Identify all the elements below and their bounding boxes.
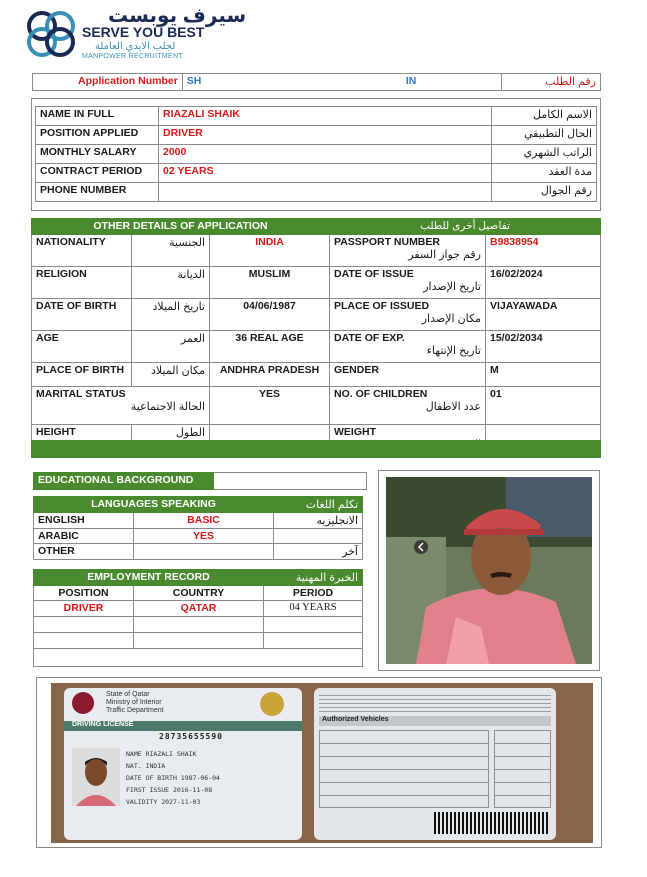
personal-label: NAME IN FULL bbox=[36, 107, 159, 126]
license-validity-value: 2027-11-03 bbox=[161, 798, 201, 806]
applicant-photo-frame bbox=[378, 470, 600, 671]
application-number-label: Application Number bbox=[33, 74, 183, 91]
other-left-label-ar: الطول bbox=[132, 425, 210, 453]
license-validity-label: VALIDITY bbox=[126, 798, 158, 806]
license-back-title: Authorized Vehicles bbox=[322, 716, 389, 723]
license-name-value: RIAZALI SHAIK bbox=[145, 750, 197, 758]
languages-table bbox=[33, 496, 363, 560]
other-right-value: B9838954 bbox=[486, 235, 601, 267]
personal-value: 02 YEARS bbox=[159, 164, 492, 183]
personal-label-ar: الراتب الشهري bbox=[492, 145, 597, 164]
employment-header-ar: الخبرة المهنية bbox=[264, 570, 363, 586]
employment-header: EMPLOYMENT RECORD bbox=[34, 570, 264, 586]
other-left-label-ar: مكان الميلاد bbox=[132, 363, 210, 387]
education-header: EDUCATIONAL BACKGROUND bbox=[34, 473, 214, 490]
other-right-value: VIJAYAWADA bbox=[486, 299, 601, 331]
languages-header: LANGUAGES SPEAKING bbox=[34, 497, 274, 513]
employment-country: QATAR bbox=[134, 601, 264, 617]
other-left-label: RELIGION bbox=[32, 267, 132, 299]
traffic-emblem-icon bbox=[260, 692, 284, 716]
personal-info-table bbox=[35, 106, 597, 202]
other-left-label: AGE bbox=[32, 331, 132, 363]
application-prefix: SH bbox=[182, 74, 402, 91]
personal-label-ar: مدة العقد bbox=[492, 164, 597, 183]
personal-label: PHONE NUMBER bbox=[36, 183, 159, 202]
license-dob-label: DATE OF BIRTH bbox=[126, 774, 177, 782]
other-left-label: NATIONALITY bbox=[32, 235, 132, 267]
employment-table bbox=[33, 569, 363, 649]
company-logo-icon bbox=[26, 8, 78, 60]
language-level bbox=[134, 544, 274, 560]
other-left-value: ANDHRA PRADESH bbox=[210, 363, 330, 387]
personal-label: CONTRACT PERIOD bbox=[36, 164, 159, 183]
other-left-value: MUSLIM bbox=[210, 267, 330, 299]
col-country: COUNTRY bbox=[134, 586, 264, 601]
license-barcode bbox=[434, 812, 549, 834]
other-details-table bbox=[31, 218, 601, 453]
license-title: DRIVING LICENSE bbox=[72, 721, 134, 728]
license-back-card bbox=[314, 688, 556, 840]
other-right-value: 15/02/2034 bbox=[486, 331, 601, 363]
other-left-label: DATE OF BIRTH bbox=[32, 299, 132, 331]
other-details-header-ar: تفاصيل أخرى للطلب bbox=[330, 219, 601, 235]
other-right-label: PLACE OF ISSUED bbox=[334, 300, 430, 312]
personal-label: MONTHLY SALARY bbox=[36, 145, 159, 164]
application-number-row bbox=[32, 73, 601, 91]
qatar-emblem-icon bbox=[72, 692, 94, 714]
license-vehicle-grid bbox=[319, 730, 489, 808]
other-right-label-ar: تاريخ الإصدار bbox=[423, 281, 481, 293]
license-frame bbox=[36, 677, 602, 848]
application-number-label-ar: رقم الطلب bbox=[502, 74, 601, 91]
other-left-label: HEIGHT bbox=[32, 425, 132, 453]
other-right-label-ar: مكان الإصدار bbox=[421, 313, 481, 325]
license-dob-value: 1987-06-04 bbox=[180, 774, 220, 782]
logo-tagline-ar: لجلب الايدي العاملة bbox=[95, 41, 176, 52]
application-suffix: IN bbox=[402, 74, 502, 91]
other-left-label-ar: الديانة bbox=[132, 267, 210, 299]
col-period: PERIOD bbox=[264, 586, 363, 601]
personal-label: POSITION APPLIED bbox=[36, 126, 159, 145]
other-right-label-ar: تاريخ الإنتهاء bbox=[426, 345, 481, 357]
other-left-value: YES bbox=[210, 387, 330, 425]
education-value bbox=[214, 473, 367, 490]
license-nat-value: INDIA bbox=[145, 762, 166, 770]
other-right-label-ar: رقم جواز السفر bbox=[408, 249, 481, 261]
other-left-label-ar: الحالة الاجتماعية bbox=[130, 401, 205, 413]
other-left-value: INDIA bbox=[210, 235, 330, 267]
license-holder-photo bbox=[72, 748, 120, 806]
personal-value: 2000 bbox=[159, 145, 492, 164]
other-details-footer-strip bbox=[31, 440, 601, 458]
language-name-ar: آخر bbox=[274, 544, 363, 560]
other-right-label: NO. OF CHILDREN bbox=[334, 388, 428, 400]
personal-value: RIAZALI SHAIK bbox=[159, 107, 492, 126]
language-name-ar: الانجليزيه bbox=[274, 513, 363, 529]
other-right-label: PASSPORT NUMBER bbox=[334, 236, 440, 248]
other-left-label-ar: العمر bbox=[132, 331, 210, 363]
other-right-label: WEIGHT bbox=[334, 426, 376, 438]
other-left-value: 36 REAL AGE bbox=[210, 331, 330, 363]
license-first-issue-label: FIRST ISSUE bbox=[126, 786, 170, 794]
employment-position: DRIVER bbox=[34, 601, 134, 617]
other-right-label: GENDER bbox=[334, 364, 379, 376]
logo-name-en: SERVE YOU BEST bbox=[82, 24, 205, 40]
personal-value: DRIVER bbox=[159, 126, 492, 145]
other-left-label: PLACE OF BIRTH bbox=[32, 363, 132, 387]
language-name: ENGLISH bbox=[34, 513, 134, 529]
license-nat-label: NAT. bbox=[126, 762, 142, 770]
languages-header-ar: تكلم اللغات bbox=[274, 497, 363, 513]
logo-name-ar: سيرف يوبست bbox=[108, 5, 247, 27]
personal-label-ar: الحال التطبيقي bbox=[492, 126, 597, 145]
personal-label-ar: الاسم الكامل bbox=[492, 107, 597, 126]
other-right-value: M bbox=[486, 363, 601, 387]
license-ministry: Ministry of Interior bbox=[106, 699, 162, 706]
language-name-ar bbox=[274, 529, 363, 544]
other-right-label-ar: عدد الاطفال bbox=[425, 401, 481, 413]
personal-value bbox=[159, 183, 492, 202]
other-left-label-ar: تاريخ الميلاد bbox=[132, 299, 210, 331]
other-details-header: OTHER DETAILS OF APPLICATION bbox=[32, 219, 330, 235]
education-table bbox=[33, 472, 367, 490]
language-name: ARABIC bbox=[34, 529, 134, 544]
other-right-label: DATE OF EXP. bbox=[334, 332, 405, 344]
license-first-issue-value: 2016-11-08 bbox=[172, 786, 213, 794]
col-position: POSITION bbox=[34, 586, 134, 601]
other-left-label-ar: الجنسية bbox=[132, 235, 210, 267]
applicant-photo bbox=[386, 477, 592, 664]
language-level: YES bbox=[134, 529, 274, 544]
license-issuer: State of Qatar bbox=[106, 691, 150, 698]
other-right-label: DATE OF ISSUE bbox=[334, 268, 414, 280]
employment-empty-row bbox=[34, 633, 363, 649]
other-left-value: 04/06/1987 bbox=[210, 299, 330, 331]
logo-tagline-en: MANPOWER RECRUITMENT bbox=[82, 53, 183, 60]
license-back-notes bbox=[319, 692, 551, 714]
license-name-label: NAME bbox=[126, 750, 142, 758]
license-front-card bbox=[64, 688, 302, 840]
employment-period: 04 YEARS bbox=[264, 601, 363, 617]
license-dept: Traffic Department bbox=[106, 707, 164, 714]
employment-empty-row bbox=[34, 617, 363, 633]
other-right-value: 01 bbox=[486, 387, 601, 425]
other-left-label: MARITAL STATUS bbox=[36, 388, 126, 400]
personal-label-ar: رقم الجوال bbox=[492, 183, 597, 202]
other-right-value: 16/02/2024 bbox=[486, 267, 601, 299]
license-number: 28735655590 bbox=[159, 732, 223, 741]
language-name: OTHER bbox=[34, 544, 134, 560]
language-level: BASIC bbox=[134, 513, 274, 529]
